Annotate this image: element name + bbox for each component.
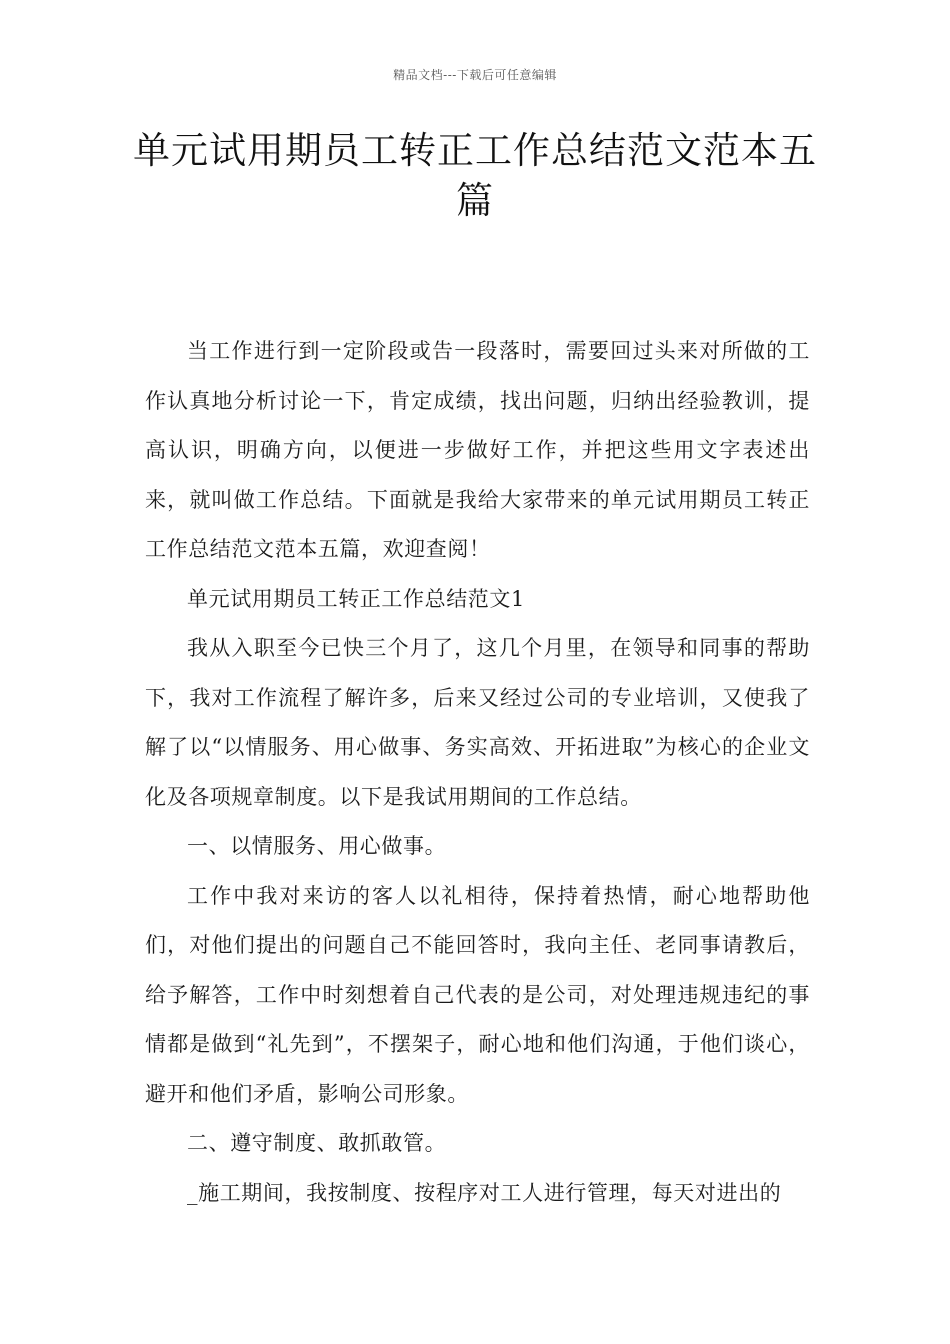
body-paragraph: 我从入职至今已快三个月了，这几个月里，在领导和同事的帮助下，我对工作流程了解许多，后来又经过公司的专业培训，又使我了解了以“以情服务、用心做事、务实高效、开拓进取”为核心的企业文化及各项规章制度。以下是我试用期间的工作总结。 bbox=[145, 636, 810, 809]
body-paragraph: _施工期间，我按制度、按程序对工人进行管理，每天对进出的 bbox=[187, 1180, 782, 1205]
body-paragraph: 工作中我对来访的客人以礼相待，保持着热情，耐心地帮助他们，对他们提出的问题自己不能回答时，我向主任、老同事请教后，给予解答，工作中时刻想着自己代表的是公司，对处理违规违纪的事情都是做到“礼先到”，不摆架子，耐心地和他们沟通，于他们谈心，避开和他们矛盾，影响公司形象。 bbox=[145, 883, 810, 1106]
document-title: 单元试用期员工转正工作总结范文范本五篇 bbox=[133, 129, 817, 222]
page-header: 精品文档---下载后可任意编辑 bbox=[393, 68, 557, 82]
section-heading-1: 单元试用期员工转正工作总结范文1 bbox=[187, 586, 525, 611]
subheading-2: 二、遵守制度、敢抓敢管。 bbox=[187, 1131, 447, 1155]
intro-paragraph: 当工作进行到一定阶段或告一段落时，需要回过头来对所做的工作认真地分析讨论一下，肯定成绩，找出问题，归纳出经验教训，提高认识，明确方向，以便进一步做好工作，并把这些用文字表述出来，就叫做工作总结。下面就是我给大家带来的单元试用期员工转正工作总结范文范本五篇，欢迎查阅！ bbox=[145, 339, 810, 561]
subheading-1: 一、以情服务、用心做事。 bbox=[187, 834, 447, 858]
document-body bbox=[145, 327, 810, 1218]
